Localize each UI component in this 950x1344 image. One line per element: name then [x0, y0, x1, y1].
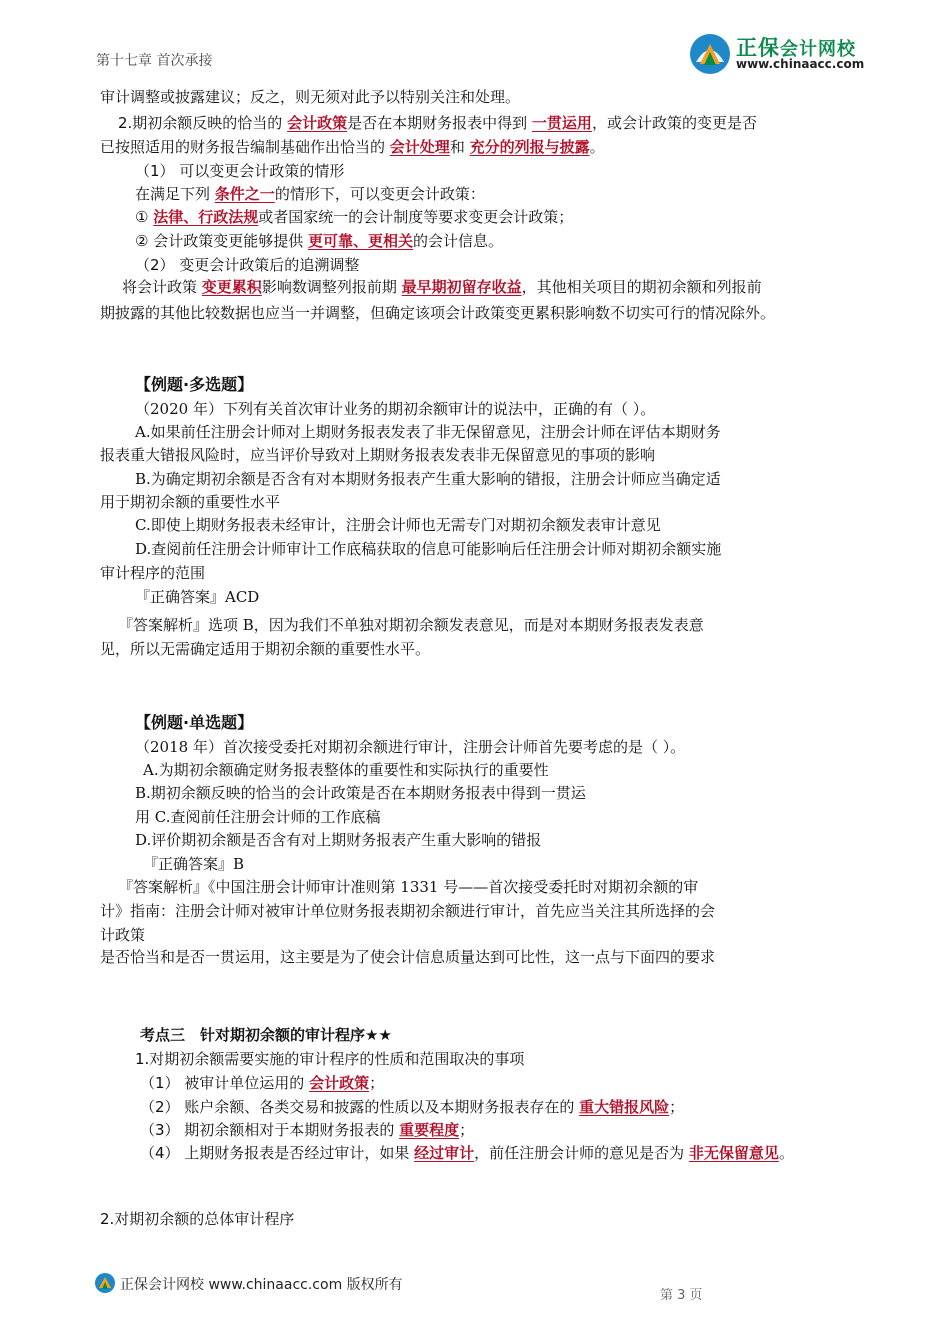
keyword: 充分的列报与披露: [469, 138, 590, 156]
logo-title: 正保会计网校: [736, 36, 856, 60]
keyword: 重要程度: [399, 1121, 460, 1139]
example-title: 【例题·单选题】: [135, 713, 254, 732]
answer-explanation-cut: 是否恰当和是否一贯运用，这主要是为了使会计信息质量达到可比性，这一点与下面四的要求: [100, 948, 716, 966]
list-item: （4） 上期财务报表是否经过审计，如果 经过审计，前任注册会计师的意见是否为 非无保留意见。: [140, 1144, 794, 1162]
question-text: （2018 年）首次接受委托对期初余额进行审计，注册会计师首先要考虑的是（ ）。: [135, 738, 686, 756]
option-b-cont: 用于期初余额的重要性水平: [100, 493, 281, 511]
keyword: 更可靠、更相关: [308, 232, 414, 250]
para-line: 2.期初余额反映的恰当的 会计政策是否在本期财务报表中得到 一贯运用，或会计政策的变更是否: [118, 114, 757, 132]
keyword: 一贯运用: [531, 114, 592, 132]
option-d: D.查阅前任注册会计师审计工作底稿获取的信息可能影响后任注册会计师对期初余额实施: [135, 540, 722, 558]
option-b: B.期初余额反映的恰当的会计政策是否在本期财务报表中得到一贯运: [135, 784, 586, 802]
option-c: C.即使上期财务报表未经审计，注册会计师也无需专门对期初余额发表审计意见: [135, 516, 661, 534]
chinaacc-logo[interactable]: [688, 30, 888, 76]
list-item: （1） 被审计单位运用的 会计政策；: [140, 1074, 385, 1092]
keyword: 会计政策: [309, 1074, 370, 1092]
question-text: （2020 年）下列有关首次审计业务的期初余额审计的说法中，正确的有（ ）。: [135, 400, 656, 418]
footer-copyright: 正保会计网校 www.chinaacc.com 版权所有: [120, 1277, 403, 1293]
page-number: 第 3 页: [660, 1288, 703, 1303]
section-title: 考点三 针对期初余额的审计程序★★: [140, 1026, 392, 1044]
answer-explanation: 『答案解析』选项 B，因为我们不单独对期初余额发表意见，而是对本期财务报表发表意: [118, 616, 704, 634]
list-item: （3） 期初余额相对于本期财务报表的 重要程度；: [140, 1121, 475, 1139]
para-line: 1.对期初余额需要实施的审计程序的性质和范围取决的事项: [135, 1050, 525, 1068]
answer-explanation-cont: 见，所以无需确定适用于期初余额的重要性水平。: [100, 640, 431, 658]
keyword: 重大错报风险: [579, 1098, 670, 1116]
option-d: D.评价期初余额是否含有对上期财务报表产生重大影响的错报: [135, 831, 542, 849]
para-line: 已按照适用的财务报告编制基础作出恰当的 会计处理和 充分的列报与披露。: [100, 138, 605, 156]
para-line: 将会计政策 变更累积影响数调整列报前期 最早期初留存收益，其他相关项目的期初余额和列报前: [122, 278, 762, 296]
keyword: 变更累积: [201, 278, 262, 296]
list-item: ① 法律、行政法规或者国家统一的会计制度等要求变更会计政策；: [135, 208, 574, 226]
para-line: 审计调整或披露建议；反之，则无须对此予以特别关注和处理。: [100, 88, 521, 106]
option-d-cont: 审计程序的范围: [100, 564, 206, 582]
option-a: A.为期初余额确定财务报表整体的重要性和实际执行的重要性: [143, 761, 549, 779]
keyword: 经过审计: [414, 1144, 475, 1162]
header-cut-text: 第十七章 首次承接: [96, 53, 213, 69]
correct-answer: 『正确答案』ACD: [135, 588, 260, 606]
option-a: A.如果前任注册会计师对上期财务报表发表了非无保留意见，注册会计师在评估本期财务: [135, 423, 721, 441]
keyword: 法律、行政法规: [153, 208, 259, 226]
subheading: （1） 可以变更会计政策的情形: [135, 162, 345, 180]
option-a-cont: 报表重大错报风险时，应当评价导致对上期财务报表发表非无保留意见的事项的影响: [100, 446, 656, 464]
para-line: 期披露的其他比较数据也应当一并调整，但确定该项会计政策变更累积影响数不切实可行的情况除外。: [100, 304, 776, 322]
keyword: 会计处理: [389, 138, 450, 156]
keyword: 非无保留意见: [688, 1144, 779, 1162]
keyword: 条件之一: [214, 185, 275, 203]
para-line: 在满足下列 条件之一的情形下，可以变更会计政策：: [135, 185, 485, 203]
option-c: 用 C.查阅前任注册会计师的工作底稿: [135, 808, 381, 826]
answer-explanation-cont: 计政策: [100, 926, 146, 944]
example-title: 【例题·多选题】: [135, 375, 254, 394]
answer-explanation-cont: 计》指南：注册会计师对被审计单位财务报表期初余额进行审计，首先应当关注其所选择的会: [100, 902, 716, 920]
list-item: ② 会计政策变更能够提供 更可靠、更相关的会计信息。: [135, 232, 504, 250]
correct-answer: 『正确答案』B: [143, 855, 245, 873]
section-cut-line: 2.对期初余额的总体审计程序: [100, 1210, 295, 1228]
subheading: （2） 变更会计政策后的追溯调整: [135, 256, 360, 274]
list-item: （2） 账户余额、各类交易和披露的性质以及本期财务报表存在的 重大错报风险；: [140, 1098, 685, 1116]
logo-url: www.chinaacc.com: [736, 57, 865, 71]
option-b: B.为确定期初余额是否含有对本期财务报表产生重大影响的错报，注册会计师应当确定适: [135, 470, 721, 488]
keyword: 会计政策: [287, 114, 348, 132]
answer-explanation: 『答案解析』《中国注册会计师审计准则第 1331 号——首次接受委托时对期初余额的审: [118, 878, 699, 896]
chinaacc-emblem-icon: [688, 32, 732, 76]
keyword: 最早期初留存收益: [401, 278, 522, 296]
chinaacc-footer-emblem-icon: [94, 1272, 116, 1294]
